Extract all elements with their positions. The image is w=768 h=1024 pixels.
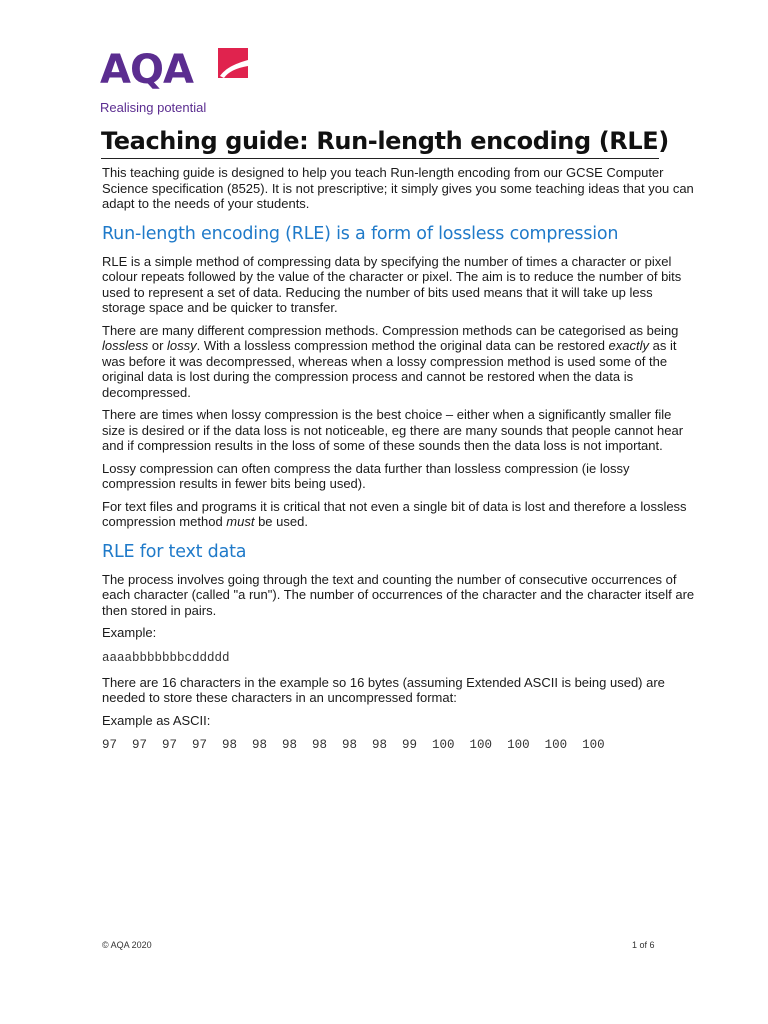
logo-tagline: Realising potential <box>100 100 207 115</box>
lossy-choice-paragraph: There are times when lossy compression is the best choice – either when a significantly smaller file size is desired or if the data loss is not noticeable, eg there are many sounds that people cannot hear and if compression results in the loss of some of these sounds then the data loss is not important. <box>102 407 684 453</box>
lossy-compress-paragraph: Lossy compression can often compress the data further than lossless compression (ie lossy compression results in fewer bits being used). <box>102 460 630 491</box>
compression-methods-paragraph: There are many different compression methods. Compression methods can be categorised as being lossless or lossy. With a lossless compression method the original data can be restored exactly as it was before it was decompressed, whereas when a lossy compression method is used some of the original data is lost during the compression process and cannot be restored when the data is decompressed. <box>102 322 679 400</box>
rle-definition-paragraph: RLE is a simple method of compressing data by specifying the number of times a character or pixel colour repeats followed by the value of the character or pixel. The aim is to reduce the number of bits used to represent a set of data. Reducing the number of bits used means that it will take up less storage space and be quicker to transfer. <box>102 253 682 315</box>
example-text: aaaabbbbbbbcddddd <box>102 650 230 665</box>
text-files-paragraph: For text files and programs it is critical that not even a single bit of data is lost and therefore a lossless compression method must be used. <box>102 498 687 529</box>
document-body <box>102 165 696 762</box>
intro-paragraph: This teaching guide is designed to help you teach Run-length encoding from our GCSE Computer Science specification (8525). It is not prescriptive; it simply gives you some teaching ideas that you can adapt to the needs of your students. <box>102 165 694 211</box>
page-title: Teaching guide: Run-length encoding (RLE) <box>101 126 659 159</box>
ascii-values: 97 97 97 97 98 98 98 98 98 98 99 100 100 100 100 100 <box>102 738 605 752</box>
logo-wordmark: AQA <box>100 47 193 93</box>
ascii-example-label: Example as ASCII: <box>102 712 211 728</box>
footer-copyright: © AQA 2020 <box>102 940 152 950</box>
bytes-paragraph: There are 16 characters in the example so 16 bytes (assuming Extended ASCII is being used) are needed to store these characters in an uncompressed format: <box>102 674 665 705</box>
footer-page-number: 1 of 6 <box>632 940 655 950</box>
aqa-logo <box>100 44 260 120</box>
example-label: Example: <box>102 625 157 640</box>
process-paragraph: The process involves going through the text and counting the number of consecutive occurrences of each character (called "a run"). The number of occurrences of the character and the character itself are then stored in pairs. <box>102 571 695 618</box>
section-heading-lossless: Run-length encoding (RLE) is a form of lossless compression <box>102 223 619 244</box>
section-heading-text-data: RLE for text data <box>102 541 247 562</box>
logo-swoosh-icon <box>214 46 250 82</box>
